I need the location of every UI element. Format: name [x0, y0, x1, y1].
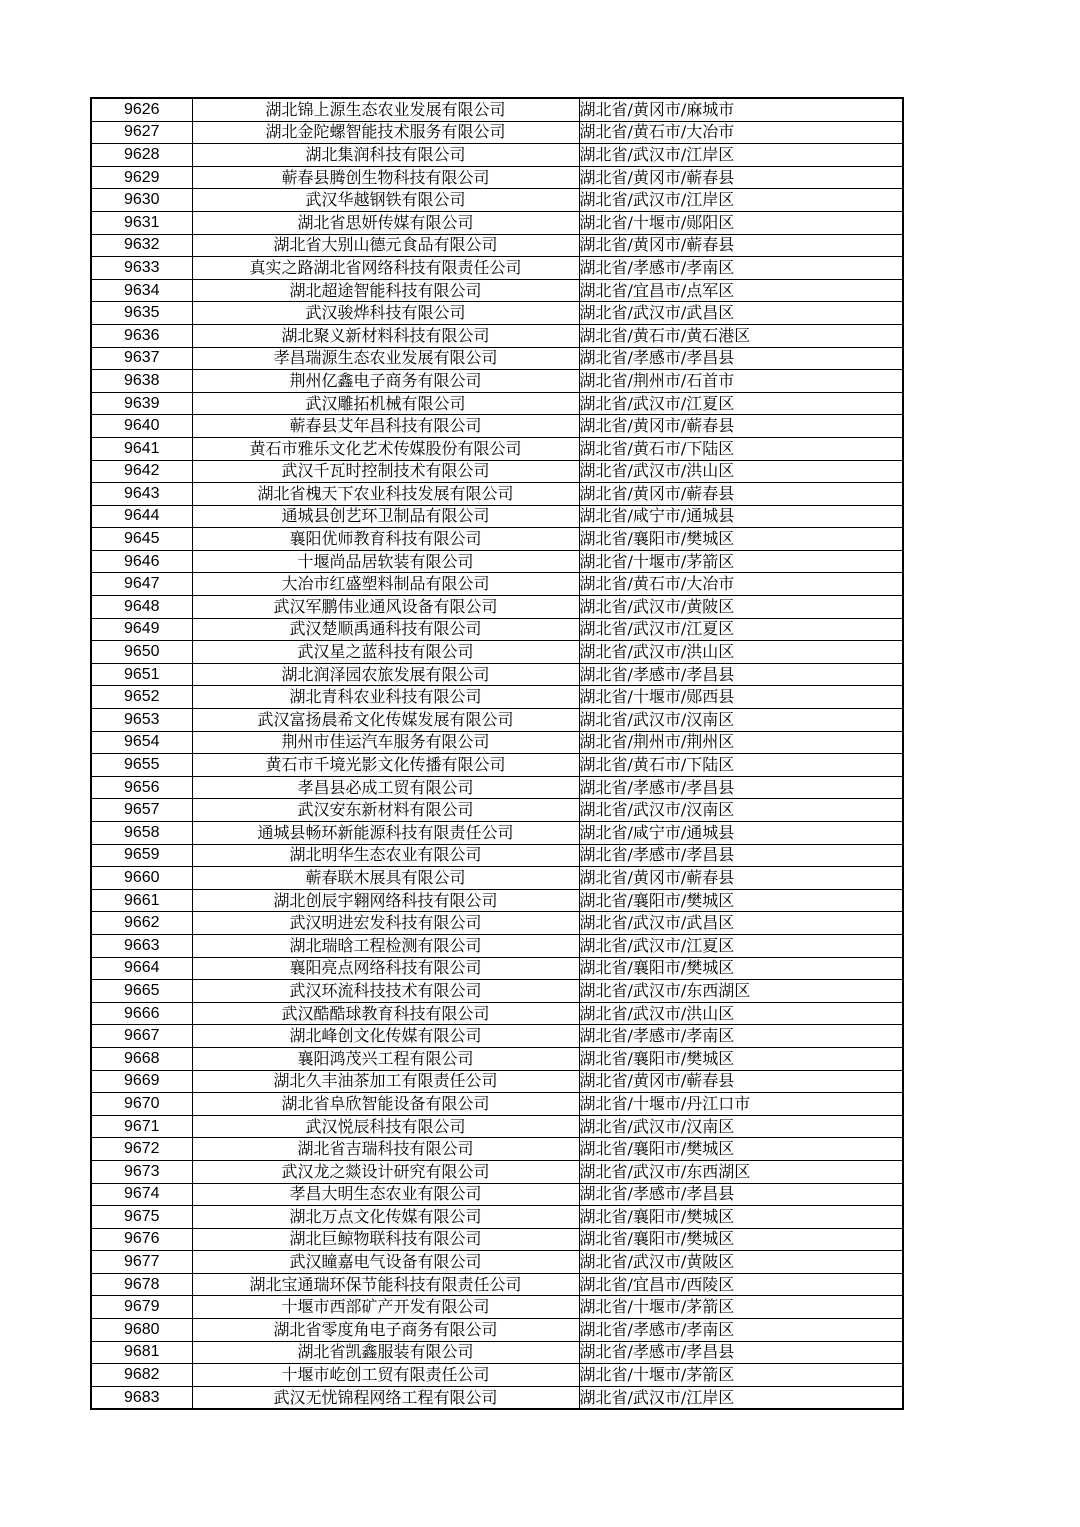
- table-row: [91, 460, 903, 483]
- region-cell: 湖北省/武汉市/江岸区: [579, 1386, 903, 1409]
- row-number-cell: 9631: [91, 211, 192, 234]
- row-number-cell: 9683: [91, 1386, 192, 1409]
- region-cell: 湖北省/黄冈市/蕲春县: [579, 867, 903, 890]
- region-cell: 湖北省/咸宁市/通城县: [579, 822, 903, 845]
- table-row: [91, 844, 903, 867]
- company-name-cell: 湖北巨鲸物联科技有限公司: [192, 1228, 579, 1251]
- company-name-cell: 湖北青科农业科技有限公司: [192, 686, 579, 709]
- row-number-cell: 9651: [91, 663, 192, 686]
- company-name-cell: 武汉星之蓝科技有限公司: [192, 641, 579, 664]
- region-cell: 湖北省/黄石市/下陆区: [579, 437, 903, 460]
- row-number-cell: 9638: [91, 370, 192, 393]
- region-cell: 湖北省/十堰市/茅箭区: [579, 1364, 903, 1387]
- table-row: [91, 121, 903, 144]
- row-number-cell: 9681: [91, 1341, 192, 1364]
- table-row: [91, 279, 903, 302]
- company-name-cell: 湖北省槐天下农业科技发展有限公司: [192, 483, 579, 506]
- table-row: [91, 302, 903, 325]
- row-number-cell: 9644: [91, 505, 192, 528]
- region-cell: 湖北省/襄阳市/樊城区: [579, 957, 903, 980]
- row-number-cell: 9637: [91, 347, 192, 370]
- company-name-cell: 武汉龙之燚设计研究有限公司: [192, 1160, 579, 1183]
- company-name-cell: 襄阳亮点网络科技有限公司: [192, 957, 579, 980]
- company-name-cell: 湖北明华生态农业有限公司: [192, 844, 579, 867]
- row-number-cell: 9667: [91, 1025, 192, 1048]
- company-name-cell: 武汉千瓦时控制技术有限公司: [192, 460, 579, 483]
- region-cell: 湖北省/武汉市/洪山区: [579, 1002, 903, 1025]
- table-row: [91, 1160, 903, 1183]
- row-number-cell: 9653: [91, 709, 192, 732]
- table-row: [91, 505, 903, 528]
- region-cell: 湖北省/十堰市/郧阳区: [579, 211, 903, 234]
- region-cell: 湖北省/武汉市/黄陂区: [579, 1251, 903, 1274]
- region-cell: 湖北省/襄阳市/樊城区: [579, 1228, 903, 1251]
- row-number-cell: 9646: [91, 550, 192, 573]
- row-number-cell: 9648: [91, 596, 192, 619]
- region-cell: 湖北省/孝感市/孝昌县: [579, 663, 903, 686]
- table-row: [91, 980, 903, 1003]
- company-name-cell: 孝昌大明生态农业有限公司: [192, 1183, 579, 1206]
- row-number-cell: 9642: [91, 460, 192, 483]
- table-row: [91, 867, 903, 890]
- row-number-cell: 9628: [91, 144, 192, 167]
- company-name-cell: 武汉雕拓机械有限公司: [192, 392, 579, 415]
- company-name-cell: 湖北久丰油茶加工有限责任公司: [192, 1070, 579, 1093]
- table-row: [91, 889, 903, 912]
- row-number-cell: 9676: [91, 1228, 192, 1251]
- region-cell: 湖北省/十堰市/茅箭区: [579, 550, 903, 573]
- row-number-cell: 9677: [91, 1251, 192, 1274]
- row-number-cell: 9630: [91, 189, 192, 212]
- row-number-cell: 9665: [91, 980, 192, 1003]
- region-cell: 湖北省/孝感市/孝南区: [579, 1319, 903, 1342]
- row-number-cell: 9663: [91, 934, 192, 957]
- region-cell: 湖北省/宜昌市/西陵区: [579, 1273, 903, 1296]
- company-name-cell: 黄石市千境光影文化传播有限公司: [192, 754, 579, 777]
- region-cell: 湖北省/十堰市/丹江口市: [579, 1093, 903, 1116]
- company-name-cell: 蕲春县艾年昌科技有限公司: [192, 415, 579, 438]
- region-cell: 湖北省/孝感市/孝南区: [579, 257, 903, 280]
- row-number-cell: 9629: [91, 166, 192, 189]
- company-name-cell: 湖北省零度角电子商务有限公司: [192, 1319, 579, 1342]
- region-cell: 湖北省/武汉市/汉南区: [579, 1115, 903, 1138]
- region-cell: 湖北省/襄阳市/樊城区: [579, 1206, 903, 1229]
- region-cell: 湖北省/十堰市/郧西县: [579, 686, 903, 709]
- company-name-cell: 蕲春联木展具有限公司: [192, 867, 579, 890]
- company-name-cell: 武汉安东新材料有限公司: [192, 799, 579, 822]
- table-row: [91, 1138, 903, 1161]
- row-number-cell: 9635: [91, 302, 192, 325]
- region-cell: 湖北省/襄阳市/樊城区: [579, 889, 903, 912]
- company-name-cell: 湖北聚义新材料科技有限公司: [192, 324, 579, 347]
- company-name-cell: 十堰市西部矿产开发有限公司: [192, 1296, 579, 1319]
- row-number-cell: 9658: [91, 822, 192, 845]
- region-cell: 湖北省/襄阳市/樊城区: [579, 1138, 903, 1161]
- row-number-cell: 9643: [91, 483, 192, 506]
- region-cell: 湖北省/黄冈市/蕲春县: [579, 234, 903, 257]
- company-name-cell: 武汉富扬晨希文化传媒发展有限公司: [192, 709, 579, 732]
- company-name-cell: 荆州亿鑫电子商务有限公司: [192, 370, 579, 393]
- table-row: [91, 324, 903, 347]
- row-number-cell: 9669: [91, 1070, 192, 1093]
- row-number-cell: 9640: [91, 415, 192, 438]
- region-cell: 湖北省/襄阳市/樊城区: [579, 1047, 903, 1070]
- region-cell: 湖北省/荆州市/荆州区: [579, 731, 903, 754]
- table-row: [91, 234, 903, 257]
- region-cell: 湖北省/武汉市/武昌区: [579, 302, 903, 325]
- company-name-cell: 孝昌瑞源生态农业发展有限公司: [192, 347, 579, 370]
- company-name-cell: 真实之路湖北省网络科技有限责任公司: [192, 257, 579, 280]
- region-cell: 湖北省/十堰市/茅箭区: [579, 1296, 903, 1319]
- row-number-cell: 9632: [91, 234, 192, 257]
- table-row: [91, 754, 903, 777]
- company-name-cell: 武汉华越钢铁有限公司: [192, 189, 579, 212]
- table-row: [91, 663, 903, 686]
- company-name-cell: 武汉无忧锦程网络工程有限公司: [192, 1386, 579, 1409]
- row-number-cell: 9634: [91, 279, 192, 302]
- row-number-cell: 9654: [91, 731, 192, 754]
- region-cell: 湖北省/孝感市/孝南区: [579, 1025, 903, 1048]
- row-number-cell: 9626: [91, 98, 192, 121]
- row-number-cell: 9666: [91, 1002, 192, 1025]
- company-name-cell: 湖北锦上源生态农业发展有限公司: [192, 98, 579, 121]
- company-name-cell: 襄阳优师教育科技有限公司: [192, 528, 579, 551]
- row-number-cell: 9650: [91, 641, 192, 664]
- table-row: [91, 1070, 903, 1093]
- region-cell: 湖北省/武汉市/江岸区: [579, 144, 903, 167]
- row-number-cell: 9674: [91, 1183, 192, 1206]
- table-row: [91, 686, 903, 709]
- table-row: [91, 166, 903, 189]
- row-number-cell: 9652: [91, 686, 192, 709]
- table-row: [91, 392, 903, 415]
- region-cell: 湖北省/荆州市/石首市: [579, 370, 903, 393]
- region-cell: 湖北省/黄冈市/蕲春县: [579, 166, 903, 189]
- table-row: [91, 415, 903, 438]
- row-number-cell: 9639: [91, 392, 192, 415]
- row-number-cell: 9668: [91, 1047, 192, 1070]
- row-number-cell: 9645: [91, 528, 192, 551]
- table-row: [91, 1251, 903, 1274]
- row-number-cell: 9679: [91, 1296, 192, 1319]
- table-row: [91, 618, 903, 641]
- company-list-table: [90, 97, 904, 1410]
- table-row: [91, 370, 903, 393]
- company-name-cell: 荆州市佳运汽车服务有限公司: [192, 731, 579, 754]
- table-row: [91, 347, 903, 370]
- company-name-cell: 湖北金陀螺智能技术服务有限公司: [192, 121, 579, 144]
- region-cell: 湖北省/黄冈市/蕲春县: [579, 483, 903, 506]
- table-row: [91, 257, 903, 280]
- company-name-cell: 湖北万点文化传媒有限公司: [192, 1206, 579, 1229]
- company-name-cell: 武汉骏烨科技有限公司: [192, 302, 579, 325]
- table-row: [91, 528, 903, 551]
- region-cell: 湖北省/黄冈市/蕲春县: [579, 415, 903, 438]
- region-cell: 湖北省/武汉市/东西湖区: [579, 1160, 903, 1183]
- company-name-cell: 武汉悦辰科技有限公司: [192, 1115, 579, 1138]
- row-number-cell: 9664: [91, 957, 192, 980]
- table-row: [91, 1183, 903, 1206]
- row-number-cell: 9641: [91, 437, 192, 460]
- row-number-cell: 9678: [91, 1273, 192, 1296]
- region-cell: 湖北省/武汉市/洪山区: [579, 641, 903, 664]
- table-row: [91, 98, 903, 121]
- region-cell: 湖北省/黄冈市/麻城市: [579, 98, 903, 121]
- row-number-cell: 9627: [91, 121, 192, 144]
- table-row: [91, 1341, 903, 1364]
- table-row: [91, 437, 903, 460]
- row-number-cell: 9673: [91, 1160, 192, 1183]
- row-number-cell: 9657: [91, 799, 192, 822]
- region-cell: 湖北省/孝感市/孝昌县: [579, 1183, 903, 1206]
- region-cell: 湖北省/孝感市/孝昌县: [579, 776, 903, 799]
- region-cell: 湖北省/孝感市/孝昌县: [579, 844, 903, 867]
- company-name-cell: 湖北省思妍传媒有限公司: [192, 211, 579, 234]
- row-number-cell: 9649: [91, 618, 192, 641]
- table-row: [91, 144, 903, 167]
- table-row: [91, 1296, 903, 1319]
- region-cell: 湖北省/武汉市/江岸区: [579, 189, 903, 212]
- company-name-cell: 湖北集润科技有限公司: [192, 144, 579, 167]
- table-row: [91, 1364, 903, 1387]
- row-number-cell: 9680: [91, 1319, 192, 1342]
- table-row: [91, 1273, 903, 1296]
- table-row: [91, 1047, 903, 1070]
- region-cell: 湖北省/黄石市/下陆区: [579, 754, 903, 777]
- company-name-cell: 武汉军鹏伟业通风设备有限公司: [192, 596, 579, 619]
- table-row: [91, 776, 903, 799]
- company-name-cell: 十堰尚品居软装有限公司: [192, 550, 579, 573]
- row-number-cell: 9671: [91, 1115, 192, 1138]
- row-number-cell: 9662: [91, 912, 192, 935]
- company-name-cell: 武汉楚顺禹通科技有限公司: [192, 618, 579, 641]
- region-cell: 湖北省/黄石市/大冶市: [579, 121, 903, 144]
- region-cell: 湖北省/黄冈市/蕲春县: [579, 1070, 903, 1093]
- row-number-cell: 9675: [91, 1206, 192, 1229]
- row-number-cell: 9636: [91, 324, 192, 347]
- row-number-cell: 9682: [91, 1364, 192, 1387]
- company-name-cell: 湖北峰创文化传媒有限公司: [192, 1025, 579, 1048]
- table-row: [91, 1093, 903, 1116]
- company-name-cell: 湖北省吉瑞科技有限公司: [192, 1138, 579, 1161]
- table-row: [91, 709, 903, 732]
- region-cell: 湖北省/宜昌市/点军区: [579, 279, 903, 302]
- row-number-cell: 9633: [91, 257, 192, 280]
- row-number-cell: 9659: [91, 844, 192, 867]
- table-row: [91, 641, 903, 664]
- company-name-cell: 湖北省大别山德元食品有限公司: [192, 234, 579, 257]
- row-number-cell: 9672: [91, 1138, 192, 1161]
- row-number-cell: 9656: [91, 776, 192, 799]
- table-row: [91, 211, 903, 234]
- table-row: [91, 573, 903, 596]
- table-row: [91, 1115, 903, 1138]
- company-name-cell: 武汉明进宏发科技有限公司: [192, 912, 579, 935]
- row-number-cell: 9661: [91, 889, 192, 912]
- company-name-cell: 湖北瑞晗工程检测有限公司: [192, 934, 579, 957]
- company-name-cell: 襄阳鸿茂兴工程有限公司: [192, 1047, 579, 1070]
- company-name-cell: 黄石市雅乐文化艺术传媒股份有限公司: [192, 437, 579, 460]
- company-name-cell: 湖北宝通瑞环保节能科技有限责任公司: [192, 1273, 579, 1296]
- region-cell: 湖北省/武汉市/汉南区: [579, 709, 903, 732]
- region-cell: 湖北省/襄阳市/樊城区: [579, 528, 903, 551]
- table-row: [91, 1002, 903, 1025]
- table-row: [91, 1386, 903, 1409]
- table-row: [91, 822, 903, 845]
- region-cell: 湖北省/武汉市/汉南区: [579, 799, 903, 822]
- company-name-cell: 武汉瞳嘉电气设备有限公司: [192, 1251, 579, 1274]
- region-cell: 湖北省/武汉市/东西湖区: [579, 980, 903, 1003]
- table-row: [91, 1025, 903, 1048]
- company-name-cell: 蕲春县腾创生物科技有限公司: [192, 166, 579, 189]
- company-name-cell: 大冶市红盛塑料制品有限公司: [192, 573, 579, 596]
- region-cell: 湖北省/武汉市/武昌区: [579, 912, 903, 935]
- region-cell: 湖北省/孝感市/孝昌县: [579, 1341, 903, 1364]
- company-name-cell: 湖北省凯鑫服装有限公司: [192, 1341, 579, 1364]
- company-name-cell: 湖北创辰宇翱网络科技有限公司: [192, 889, 579, 912]
- row-number-cell: 9660: [91, 867, 192, 890]
- company-name-cell: 湖北超途智能科技有限公司: [192, 279, 579, 302]
- table-row: [91, 957, 903, 980]
- region-cell: 湖北省/孝感市/孝昌县: [579, 347, 903, 370]
- company-name-cell: 十堰市屹创工贸有限责任公司: [192, 1364, 579, 1387]
- region-cell: 湖北省/武汉市/江夏区: [579, 392, 903, 415]
- table-row: [91, 1319, 903, 1342]
- company-name-cell: 湖北润泽园农旅发展有限公司: [192, 663, 579, 686]
- region-cell: 湖北省/黄石市/黄石港区: [579, 324, 903, 347]
- company-name-cell: 孝昌县必成工贸有限公司: [192, 776, 579, 799]
- table-row: [91, 731, 903, 754]
- region-cell: 湖北省/武汉市/江夏区: [579, 618, 903, 641]
- region-cell: 湖北省/咸宁市/通城县: [579, 505, 903, 528]
- row-number-cell: 9655: [91, 754, 192, 777]
- row-number-cell: 9670: [91, 1093, 192, 1116]
- row-number-cell: 9647: [91, 573, 192, 596]
- region-cell: 湖北省/武汉市/黄陂区: [579, 596, 903, 619]
- company-name-cell: 武汉酷酷球教育科技有限公司: [192, 1002, 579, 1025]
- table-row: [91, 912, 903, 935]
- table-body: [91, 98, 903, 1409]
- table-row: [91, 189, 903, 212]
- company-name-cell: 通城县创艺环卫制品有限公司: [192, 505, 579, 528]
- region-cell: 湖北省/黄石市/大冶市: [579, 573, 903, 596]
- table-row: [91, 483, 903, 506]
- company-name-cell: 通城县畅环新能源科技有限责任公司: [192, 822, 579, 845]
- company-name-cell: 武汉环流科技技术有限公司: [192, 980, 579, 1003]
- region-cell: 湖北省/武汉市/江夏区: [579, 934, 903, 957]
- table-row: [91, 1206, 903, 1229]
- table-row: [91, 799, 903, 822]
- company-name-cell: 湖北省阜欣智能设备有限公司: [192, 1093, 579, 1116]
- table-row: [91, 1228, 903, 1251]
- table-row: [91, 550, 903, 573]
- region-cell: 湖北省/武汉市/洪山区: [579, 460, 903, 483]
- table-row: [91, 934, 903, 957]
- table-row: [91, 596, 903, 619]
